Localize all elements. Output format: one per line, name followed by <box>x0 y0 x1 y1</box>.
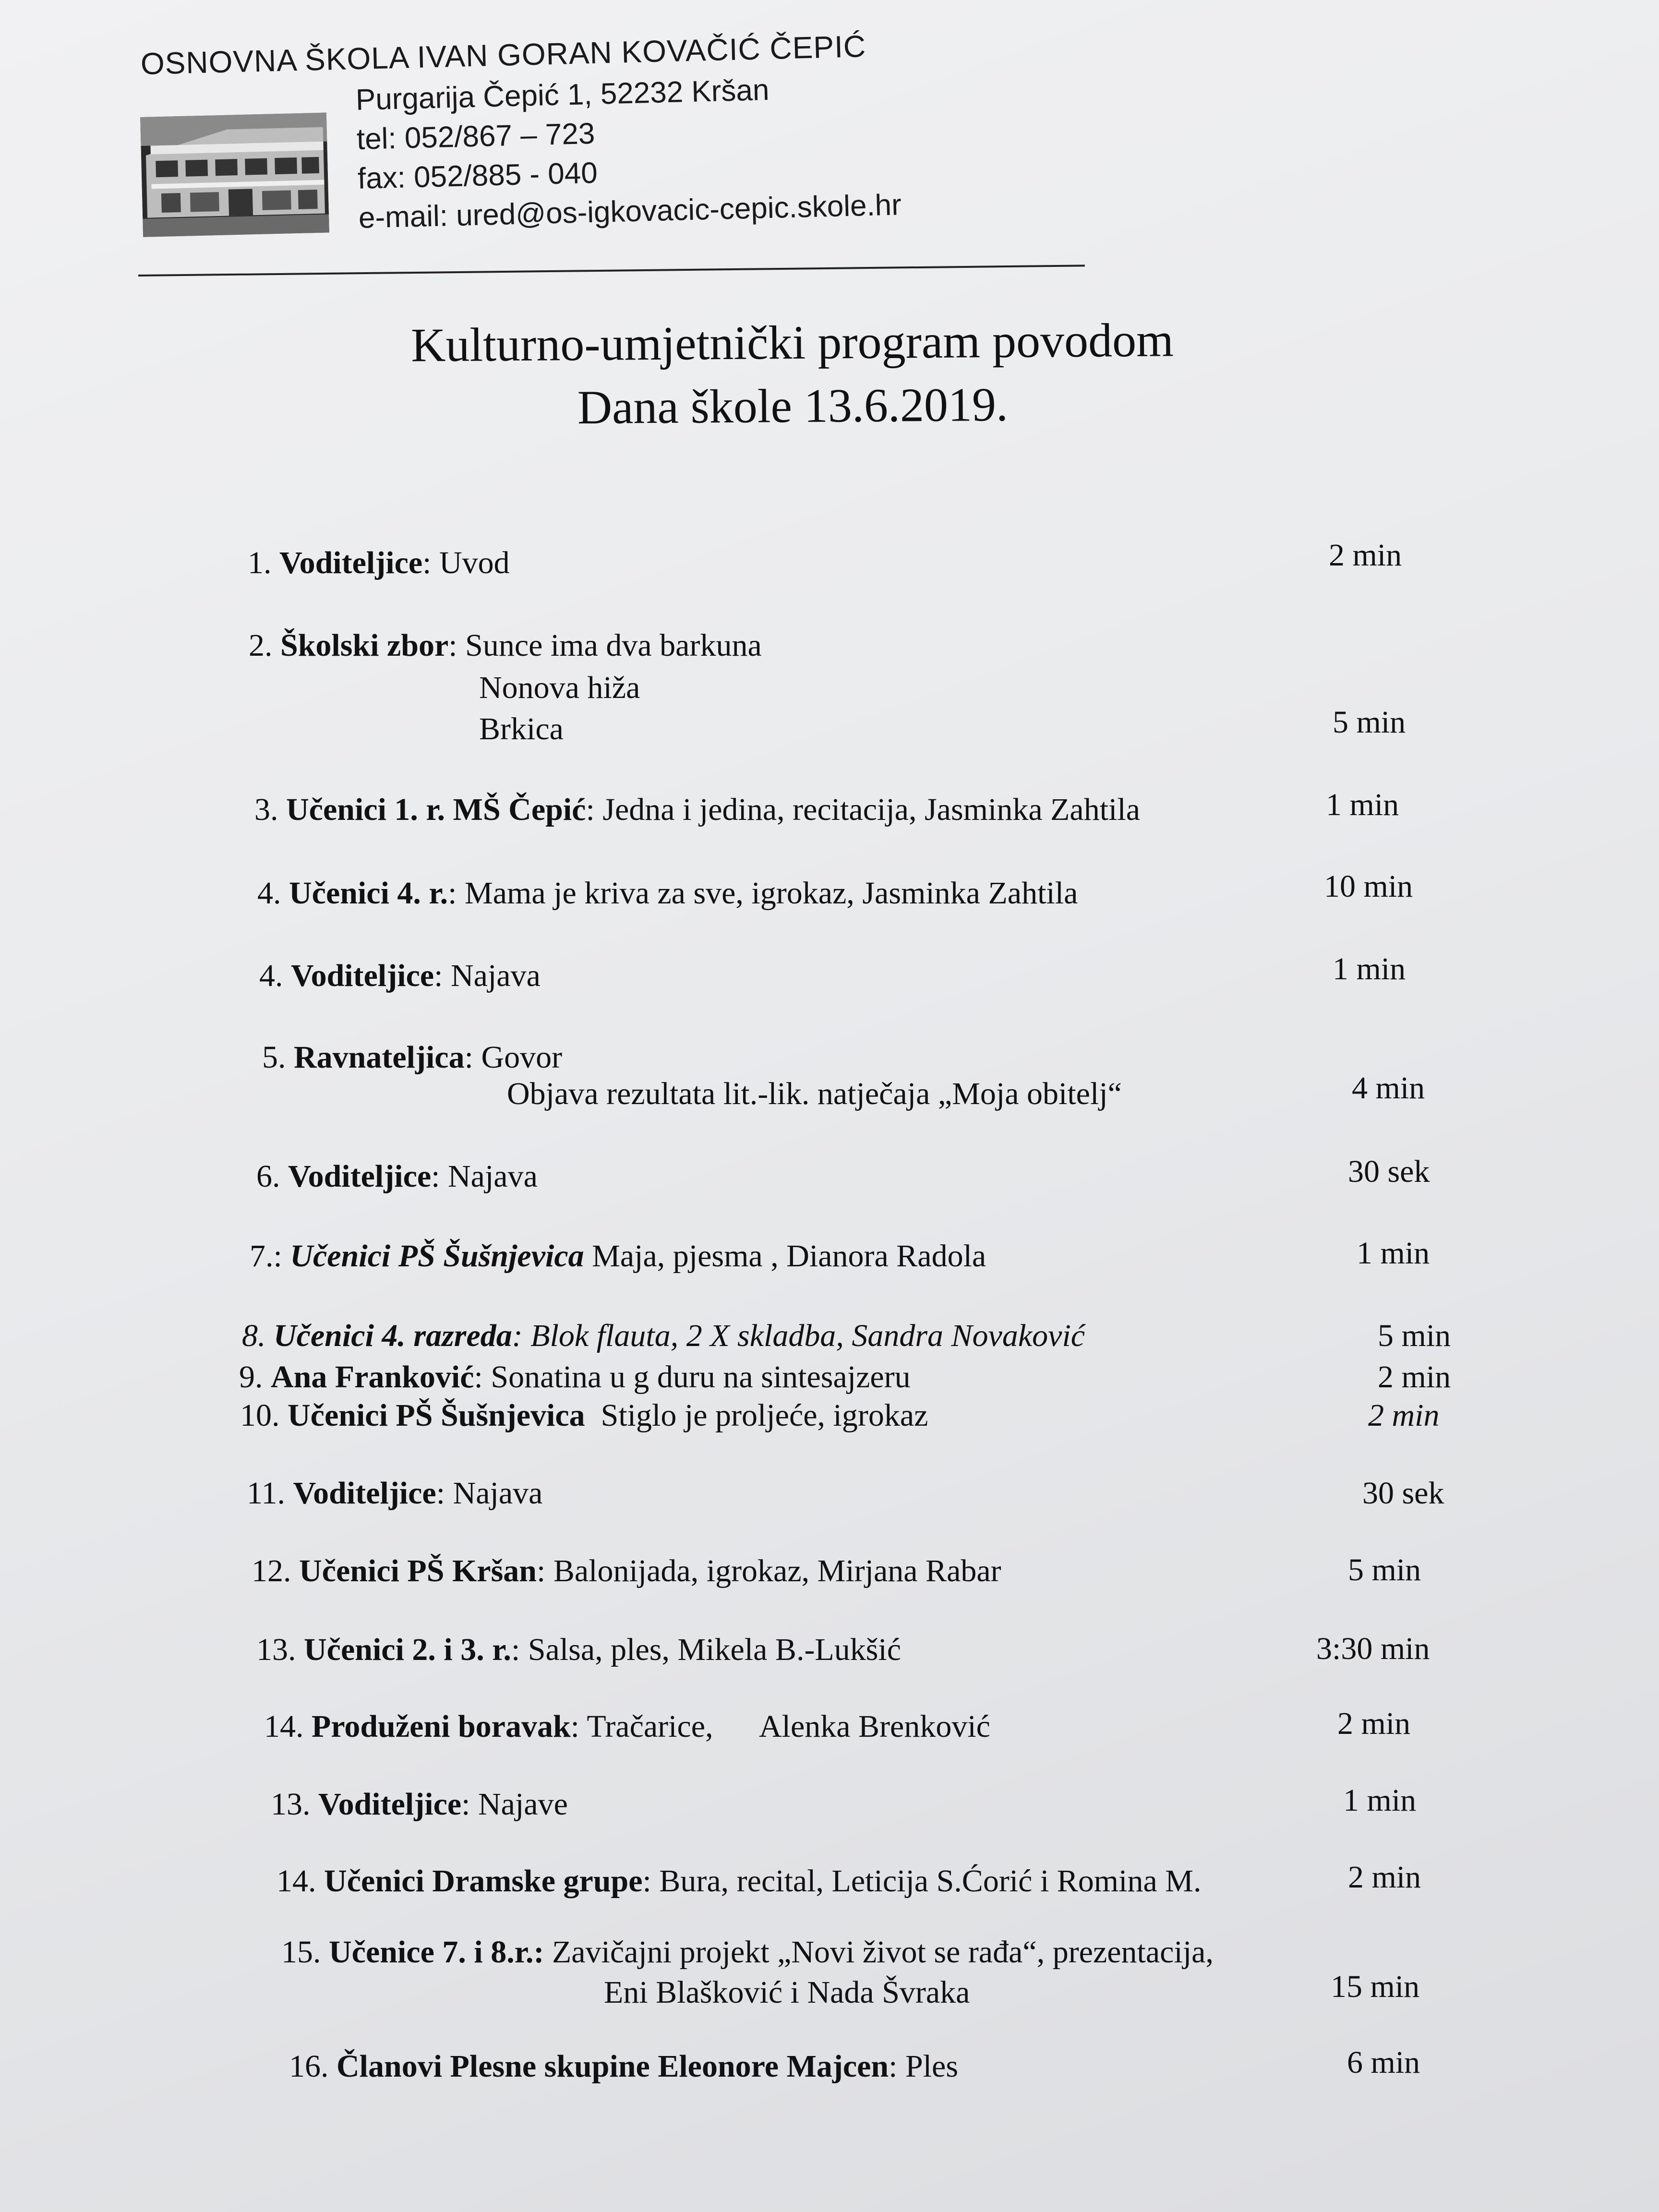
item-number: 14. <box>264 1709 312 1744</box>
item-performer: Voditeljice <box>318 1787 462 1822</box>
item-performer: Učenici Dramske grupe <box>324 1863 643 1899</box>
item-number: 7.: <box>250 1238 290 1274</box>
item-description: Maja, pjesma , Dianora Radola <box>584 1238 986 1274</box>
item-number: 1. <box>248 545 279 580</box>
item-duration: 1 min <box>1343 1783 1417 1818</box>
program-item <box>259 955 541 997</box>
program-item <box>276 1861 1201 1902</box>
item-separator: : <box>431 1159 440 1194</box>
item-duration: 10 min <box>1324 869 1413 904</box>
item-duration: 2 min <box>1348 1860 1421 1895</box>
item-description: Blok flauta, 2 X skladba, Sandra Novaković <box>522 1318 1085 1353</box>
item-duration: 30 sek <box>1348 1154 1430 1189</box>
item-description: Bura, recital, Leticija S.Ćorić i Romina M. <box>651 1863 1202 1899</box>
item-number: 3. <box>254 792 286 827</box>
program-item <box>256 1629 901 1671</box>
item-performer: Ravnateljica <box>294 1040 465 1075</box>
item-performer: Voditeljice <box>293 1476 436 1511</box>
item-number: 4. <box>259 958 291 993</box>
item-number: 14. <box>276 1863 324 1899</box>
item-description: Najava <box>440 1159 538 1194</box>
item-number: 6. <box>256 1159 288 1194</box>
item-number: 15. <box>281 1935 329 1970</box>
item-description: Uvod <box>431 545 510 580</box>
item-description: Stiglo je proljeće, igrokaz <box>585 1398 928 1433</box>
item-performer: Učenici 4. razreda <box>274 1318 512 1353</box>
item-separator: : <box>448 876 457 911</box>
item-number: 4. <box>257 876 289 911</box>
program-item <box>257 873 1078 914</box>
phone-text: tel: 052/867 – 723 <box>356 117 596 156</box>
item-description: Mama je kriva za sve, igrokaz, Jasminka Zahtila <box>457 876 1078 911</box>
item-separator: : <box>448 628 457 663</box>
item-description: Jedna i jedina, recitacija, Jasminka Zahtila <box>594 792 1141 827</box>
program-item <box>252 1551 1001 1592</box>
item-continuation: Nonova hiža <box>479 670 640 705</box>
item-duration: 15 min <box>1331 1969 1420 2004</box>
item-separator: : <box>436 1476 445 1511</box>
item-duration: 2 min <box>1329 538 1402 573</box>
school-name: OSNOVNA ŠKOLA IVAN GORAN KOVAČIĆ ČEPIĆ <box>140 29 866 81</box>
item-performer: Učenice 7. i 8.r.: <box>329 1935 544 1970</box>
item-performer: Učenici PŠ Šušnjevica <box>288 1398 585 1433</box>
item-separator: : <box>642 1863 651 1899</box>
item-number: 2. <box>249 628 280 663</box>
program-item <box>264 1706 990 1747</box>
item-description: Ples <box>897 2049 959 2084</box>
item-performer: Učenici 1. r. MŠ Čepić <box>286 792 586 827</box>
item-number: 12. <box>252 1553 299 1588</box>
title-line-1: Kulturno-umjetnički program povodom <box>410 313 1174 372</box>
program-item <box>240 1395 928 1436</box>
item-performer: Članovi Plesne skupine Eleonore Majcen <box>337 2049 889 2084</box>
program-item <box>249 625 762 666</box>
item-description: Salsa, ples, Mikela B.-Lukšić <box>520 1632 902 1667</box>
item-number: 5. <box>262 1040 294 1075</box>
item-continuation: Objava rezultata lit.-lik. natječaja „Moja obitelj“ <box>507 1076 1122 1111</box>
program-item <box>262 1037 562 1078</box>
item-description: Najava <box>445 1476 543 1511</box>
item-description: Zavičajni projekt „Novi život se rađa“, prezentacija, <box>544 1935 1214 1970</box>
item-separator: : <box>464 1040 473 1075</box>
item-description: Najave <box>470 1787 568 1822</box>
item-duration: 5 min <box>1333 705 1406 740</box>
item-performer: Učenici 4. r. <box>289 876 448 911</box>
item-duration: 4 min <box>1352 1070 1425 1106</box>
email-text: e-mail: ured@os-igkovacic-cepic.skole.hr <box>358 188 902 235</box>
program-item <box>254 789 1140 830</box>
item-separator: : <box>474 1359 483 1395</box>
program-item <box>250 1236 986 1277</box>
item-separator: : <box>422 545 432 580</box>
item-duration: 1 min <box>1326 787 1399 822</box>
item-duration: 2 min <box>1337 1706 1411 1741</box>
program-item <box>289 2046 958 2087</box>
item-separator: : <box>461 1787 470 1822</box>
item-separator: : <box>511 1632 520 1667</box>
program-item <box>248 542 510 584</box>
program-item <box>242 1315 1085 1357</box>
program-item <box>271 1784 568 1825</box>
item-description: Balonijada, igrokaz, Mirjana Rabar <box>545 1553 1001 1588</box>
program-item <box>256 1156 538 1197</box>
item-duration: 6 min <box>1347 2045 1420 2080</box>
item-performer: Voditeljice <box>288 1159 432 1194</box>
item-duration: 2 min <box>1368 1398 1440 1433</box>
item-separator: : <box>512 1318 523 1353</box>
address-text: Purgarija Čepić 1, 52232 Kršan <box>355 73 770 117</box>
item-performer: Voditeljice <box>279 545 423 580</box>
program-item <box>247 1473 542 1514</box>
item-separator: : <box>570 1709 580 1744</box>
item-continuation: Brkica <box>479 711 564 746</box>
item-description: Sonatina u g duru na sintesajzeru <box>482 1359 911 1395</box>
item-performer: Učenici PŠ Kršan <box>299 1553 537 1588</box>
item-performer: Voditeljice <box>291 958 434 993</box>
item-duration: 5 min <box>1378 1318 1451 1353</box>
fax-text: fax: 052/885 - 040 <box>357 156 598 195</box>
item-performer: Učenici 2. i 3. r. <box>304 1632 511 1667</box>
item-separator: : <box>586 792 595 827</box>
item-separator: : <box>536 1553 546 1588</box>
item-number: 13. <box>271 1787 318 1822</box>
item-duration: 2 min <box>1378 1359 1451 1395</box>
item-duration: 3:30 min <box>1316 1631 1430 1666</box>
item-number: 10. <box>240 1398 288 1433</box>
item-performer: Produženi boravak <box>312 1709 571 1744</box>
item-duration: 1 min <box>1333 951 1406 986</box>
item-number: 16. <box>289 2049 337 2084</box>
item-description: Govor <box>473 1040 563 1075</box>
item-number: 9. <box>239 1359 271 1395</box>
item-description: Sunce ima dva barkuna <box>457 628 762 663</box>
item-performer: Učenici PŠ Šušnjevica <box>290 1238 584 1274</box>
item-performer: Ana Franković <box>271 1359 474 1395</box>
item-separator: : <box>434 958 443 993</box>
item-description: Tračarice, Alenka Brenković <box>579 1709 990 1744</box>
item-duration: 5 min <box>1348 1552 1421 1587</box>
item-duration: 1 min <box>1357 1236 1430 1271</box>
item-number: 13. <box>256 1632 304 1667</box>
item-description: Najava <box>443 958 541 993</box>
item-number: 8. <box>242 1318 274 1353</box>
item-separator: : <box>889 2049 898 2084</box>
item-performer: Školski zbor <box>280 628 449 663</box>
item-duration: 30 sek <box>1362 1476 1444 1511</box>
item-number: 11. <box>247 1476 293 1511</box>
program-item <box>281 1932 1214 1973</box>
program-item <box>239 1357 911 1398</box>
item-continuation: Eni Blašković i Nada Švraka <box>604 1975 970 2010</box>
title-line-2: Dana škole 13.6.2019. <box>577 377 1009 434</box>
